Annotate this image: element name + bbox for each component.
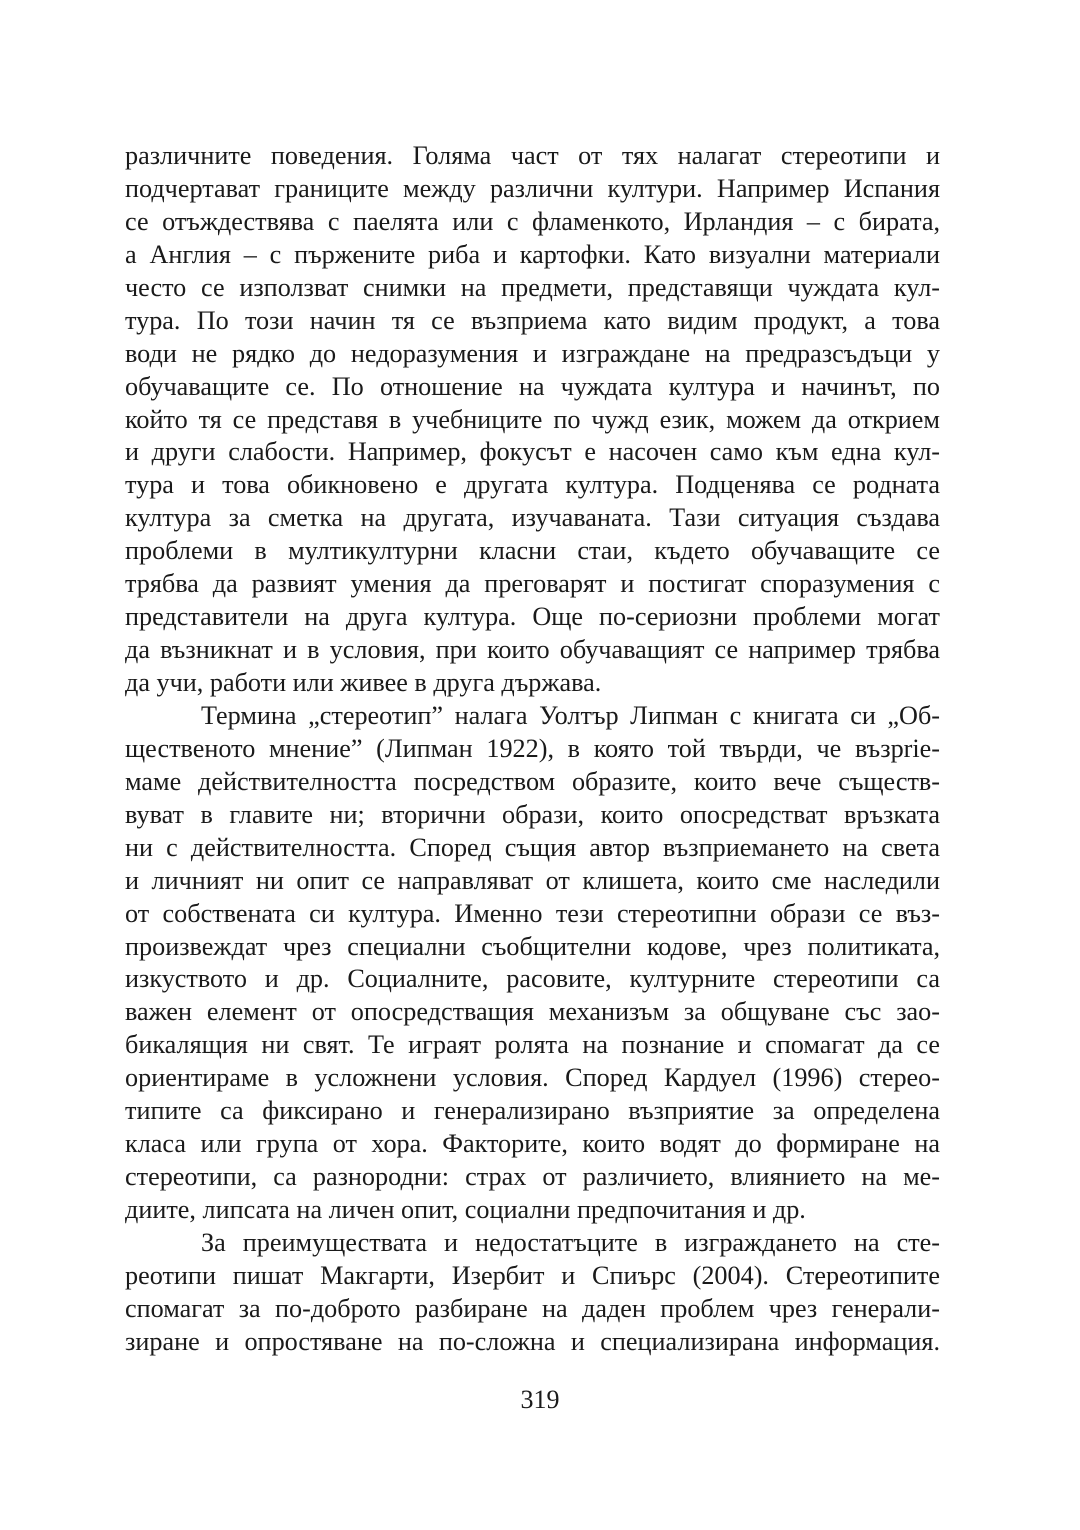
text-line: често се използват снимки на предмети, представящи чуждата кул- xyxy=(125,272,940,302)
text-line: диите, липсата на личен опит, социални предпочитания и др. xyxy=(125,1195,806,1224)
text-line: бикалящия ни свят. Те играят ролята на познание и спомагат да се xyxy=(125,1030,940,1060)
page-number: 319 xyxy=(520,1385,560,1414)
text-line: стереотипи, са разнородни: страх от различието, влиянието на ме- xyxy=(125,1162,940,1192)
text-line: който тя се представя в учебниците по чужд език, можем да открием xyxy=(125,404,940,434)
text-line: произвеждат чрез специални съобщителни кодове, чрез политиката, xyxy=(125,931,940,961)
text-line: типите са фиксирано и генерализирано възприятие за определена xyxy=(125,1096,940,1126)
body-text xyxy=(125,140,940,1359)
text-line: и други слабости. Например, фокусът е насочен само към една кул- xyxy=(125,437,940,467)
text-line: култура за сметка на другата, изучаваната. Тази ситуация създава xyxy=(125,503,940,533)
text-line: трябва да развият умения да преговарят и постигат споразумения с xyxy=(125,569,940,599)
text-line: класа или група от хора. Факторите, които водят до формиране на xyxy=(125,1129,940,1159)
text-line: а Англия – с пържените риба и картофки. Като визуални материали xyxy=(125,239,940,269)
text-line: обучаващите се. По отношение на чуждата култура и начинът, по xyxy=(125,371,940,401)
text-line: изкуството и др. Социалните, расовите, културните стереотипи са xyxy=(125,964,940,994)
text-line: маме действителността посредством образите, които вече съществ- xyxy=(125,766,940,796)
text-line: За преимуществата и недостатъците в изграждането на сте- xyxy=(201,1227,940,1257)
text-line: Термина „стереотип” налага Уолтър Липман с книгата си „Об- xyxy=(201,700,940,730)
text-line: зиране и опростяване на по-сложна и специализирана информация. xyxy=(125,1326,940,1356)
text-line: от собствената си култура. Именно тези стереотипни образи се въз- xyxy=(125,898,940,928)
text-line: да възникнат и в условия, при които обучаващият се например трябва xyxy=(125,635,940,665)
text-line: подчертават границите между различни култури. Например Испания xyxy=(125,173,940,203)
text-line: реотипи пишат Макгарти, Изербит и Спиърс (2004). Стереотипите xyxy=(125,1260,940,1290)
text-line: да учи, работи или живее в друга държава. xyxy=(125,668,602,697)
text-line: тура и това обикновено е другата култура. Подценява се родната xyxy=(125,470,940,500)
text-line: различните поведения. Голяма част от тях налагат стереотипи и xyxy=(125,141,940,170)
text-line: и личният ни опит се направляват от клишета, които сме наследили xyxy=(125,865,940,895)
text-line: спомагат за по-доброто разбиране на даден проблем чрез генерали- xyxy=(125,1293,940,1323)
text-line: се отъждествява с паелята или с фламенкото, Ирландия – с бирата, xyxy=(125,206,940,236)
text-line: проблеми в мултикултурни класни стаи, където обучаващите се xyxy=(125,536,940,566)
text-line: ориентираме в усложнени условия. Според Кардуел (1996) стерео- xyxy=(125,1063,940,1093)
text-line: вуват в главите ни; вторични образи, които опосредстват връзката xyxy=(125,799,940,829)
text-line: важен елемент от опосредстващия механизъм за общуване със зао- xyxy=(125,997,940,1027)
text-line: щественото мнение” (Липман 1922), в която той твърди, че възprie- xyxy=(125,733,940,763)
text-line: тура. По този начин тя се възприема като видим продукт, а това xyxy=(125,305,940,335)
text-line: ни с действителността. Според същия автор възприемането на света xyxy=(125,832,940,862)
text-line: представители на друга култура. Още по-сериозни проблеми могат xyxy=(125,602,940,632)
text-line: води не рядко до недоразумения и изграждане на предразсъдъци у xyxy=(125,338,940,368)
